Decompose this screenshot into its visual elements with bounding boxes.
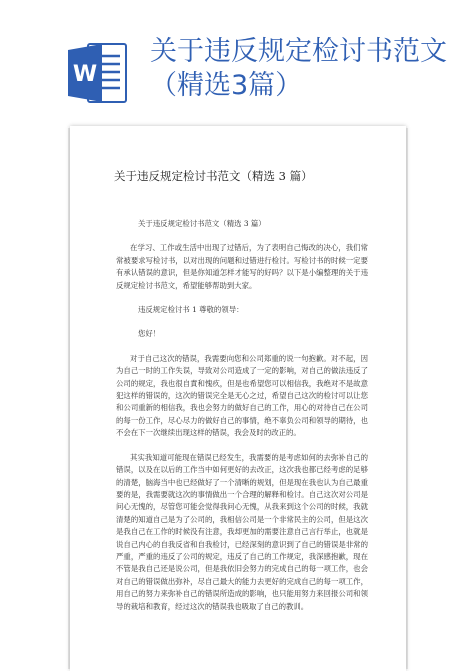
body-paragraph: 其实我知道可能现在错误已经发生，我需要的是考虑如何的去弥补自己的错误，以及在以后的工作当中如何更好的去改正，这次我也都已经考虑的足够的清楚，脑海当中也已经做好了一个清晰的规划，但是现在我也认为自己最重要的是，我需要就这次的事情做出一个合理的解释和检讨。自己这次对公司是问心无愧的，尽管您可能会觉得我问心无愧，从我来到这个公司的时候，我就清楚的知道自己是为了公司的，我相信公司是一个非常民主的公司，但是这次是我自己在工作的时候没有注意，我却更加的需要注意自己言行举止，也就是说自己内心的自我反省和自我检讨，已经深刻的意识到了自己的错误是非常的严重，严重的违反了公司的规定，违反了自己的工作规定，我深感抱歉，现在不管是我自己还是说公司，但是我依旧会努力的完成自己的每一项工作，也会对自己的错误做出弥补，尽自己最大的能力去更好的完成自己的每一项工作，用自己的努力来弥补自己的错误所造成的影响，也只能用努力来回报公司和领导的栽培和教育，经过这次的错误我也吸取了自己的教训。 [116,452,368,611]
intro-paragraph: 在学习、工作或生活中出现了过错后，为了表明自己悔改的决心，我们常常被要求写检讨书，以对出现的问题和过错进行检讨。写检讨书的时候一定要有承认错误的意识，但是你知道怎样才能写的好吗？以下是小编整理的关于违反规定检讨书范文，希望能够帮助到大家。 [116,243,368,290]
page-title: 关于违反规定检讨书范文（精选3篇） [150,36,447,101]
greeting-paragraph: 您好！ [138,329,161,339]
subtitle-paragraph: 关于违反规定检讨书范文（精选 3 篇） [138,219,266,228]
header-banner [0,0,474,120]
svg-text:W: W [72,62,98,87]
body-paragraph: 对于自己这次的错误，我需要向您和公司郑重的说一句抱歉。对不起，因为自己一时的工作失误，导致对公司造成了一定的影响，对自己的做法违反了公司的规定，我也很自責和愧疚，但是也希望您可以相信我，我绝对不是故意犯这样的错误的，这次的错误完全是无心之过，希望自己这次的检讨可以让您和公司重新的相信我，我也会努力的做好自己的工作，用心的对待自己在公司的每一份工作，尽心尽力的做好自己的事情，绝不辜负公司和领导的期待，也不会在下一次继续出现这样的错误，我会及时的改正的。 [116,353,368,438]
document-body [116,218,368,625]
word-document-icon [66,40,128,106]
document-page [70,126,406,671]
document-title: 关于违反规定检讨书范文（精选 3 篇） [114,169,313,183]
salutation-paragraph: 违反规定检讨书 1 尊敬的领导： [138,305,244,315]
